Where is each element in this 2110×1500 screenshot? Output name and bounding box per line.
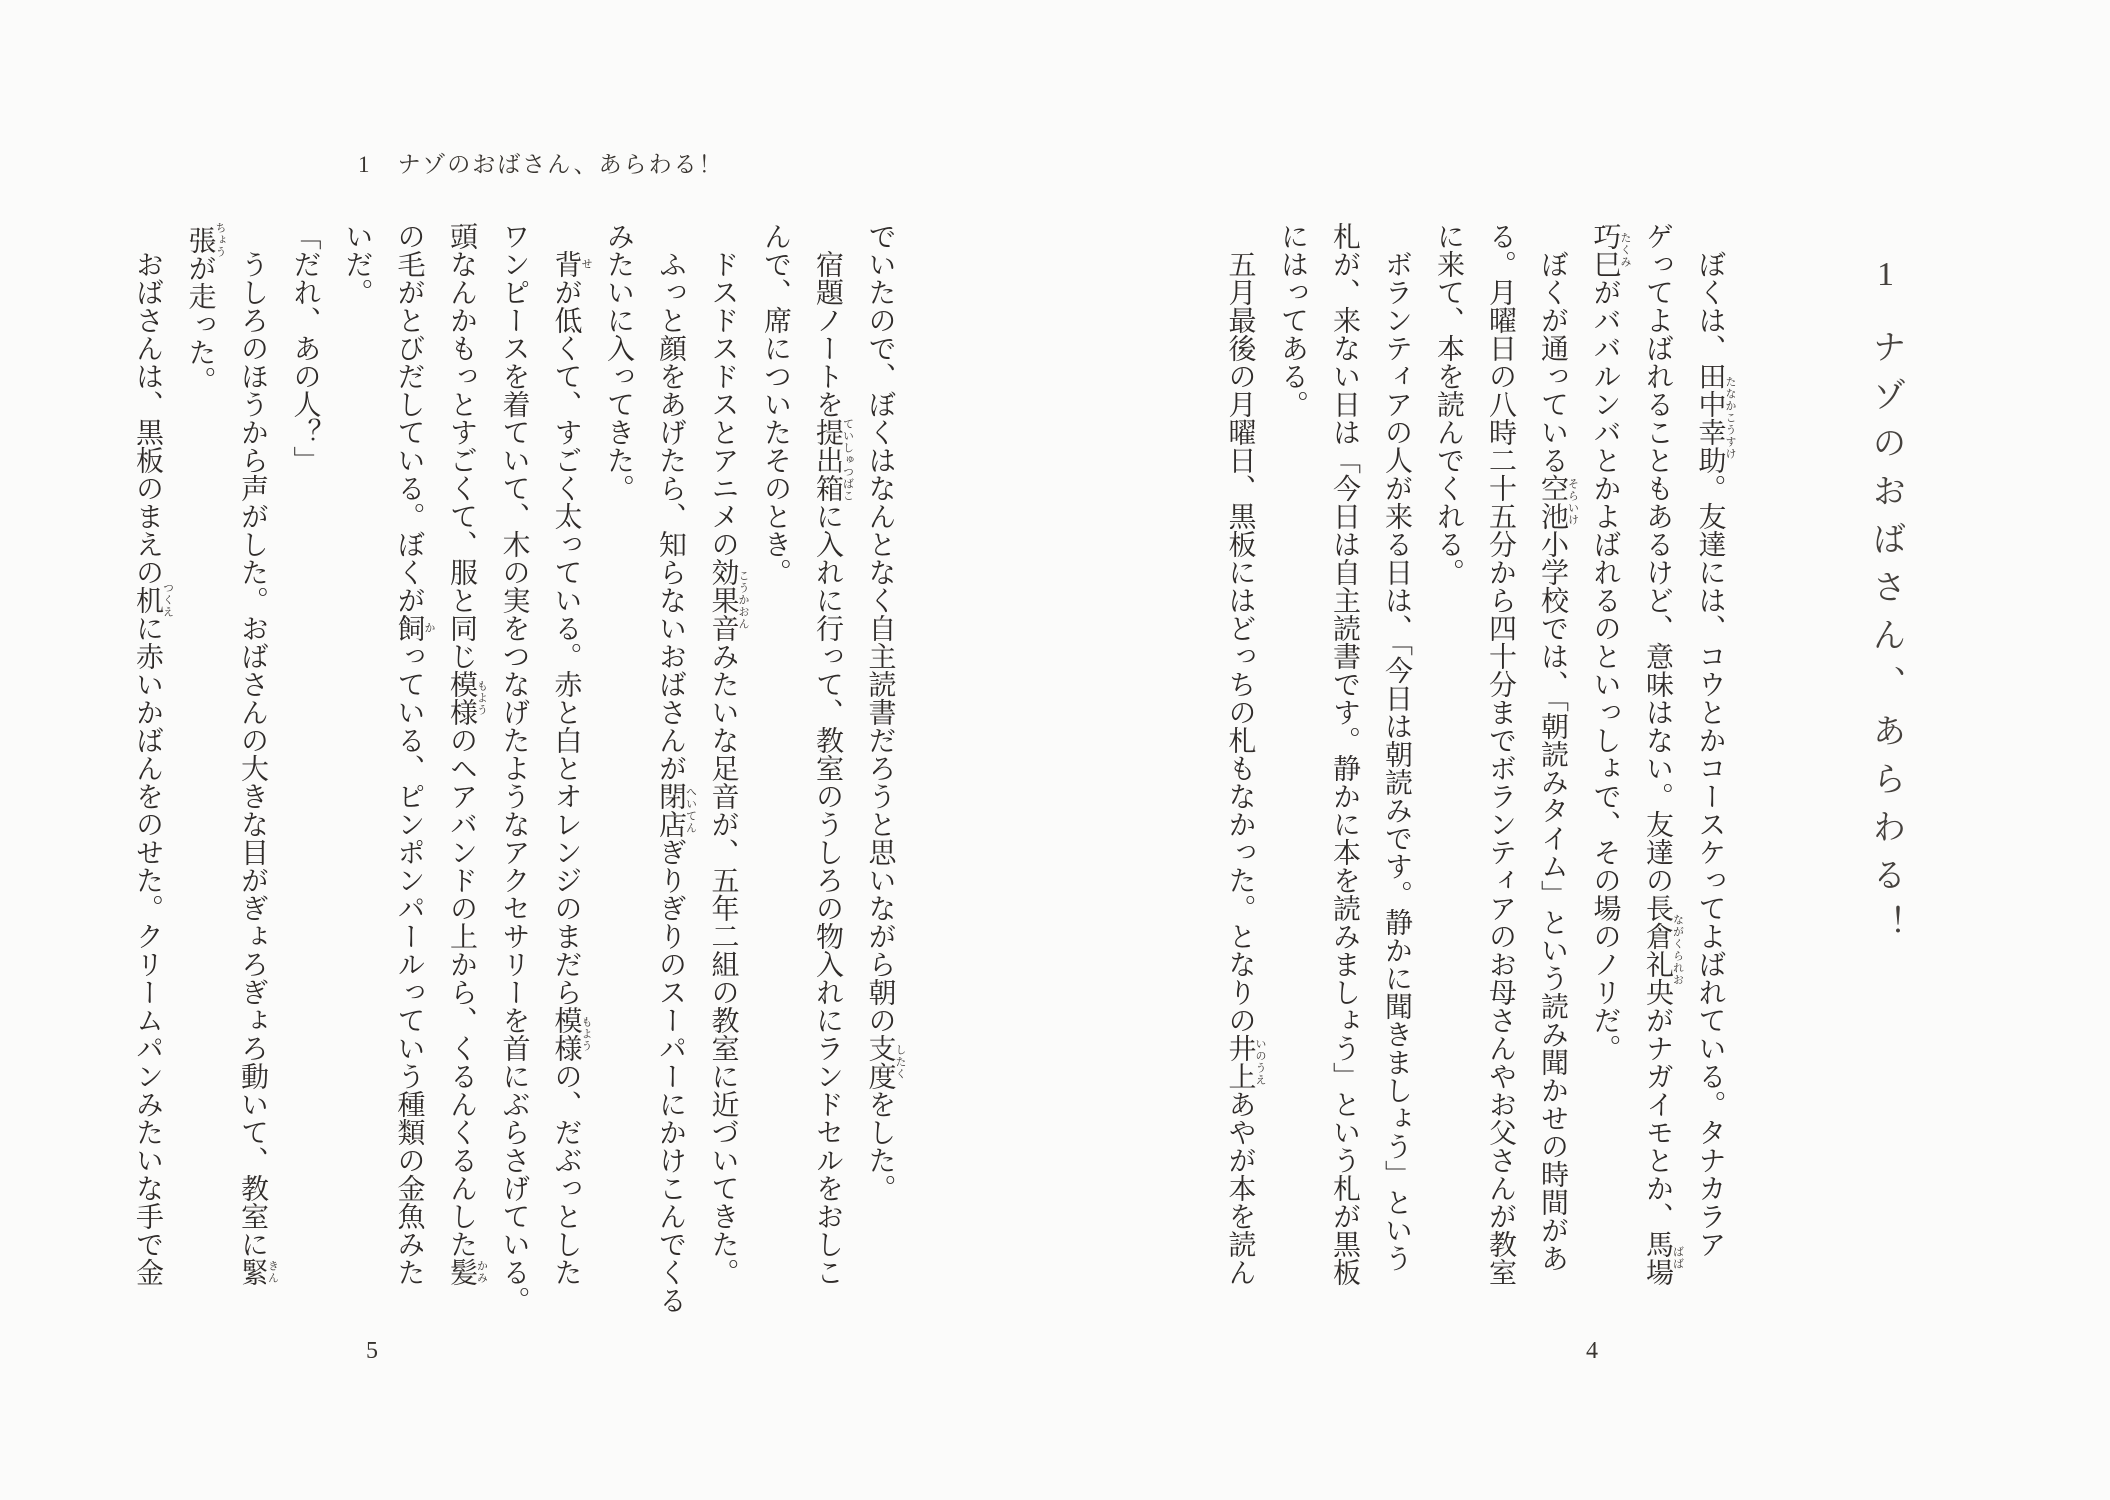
text-column: 札が、来ない日は「今日は自主読書です。静かに本を読みましょう」という札が黒板: [1329, 222, 1360, 1286]
text-column: いだ。: [341, 222, 373, 306]
text-column: 張ちょうが走った。: [184, 222, 226, 394]
text-column: みたいに入ってきた。: [603, 222, 634, 502]
text-column: ワンピースを着ていて、木の実をつなげたようなアクセサリーを首にぶらさげている。: [498, 222, 530, 1314]
running-header-title: ナゾのおばさん、あらわる！: [397, 152, 724, 177]
text-column: ドスドスドスとアニメの効果音こうかおんみたいな足音が、五年二組の教室に近づいてきた。: [707, 250, 749, 1286]
ruby-annotated-word: 髪かみ: [446, 1258, 488, 1286]
text-column: 宿題ノートを提出箱ていしゅつばこに入れに行って、教室のうしろの物入れにランドセルをおしこ: [812, 250, 854, 1286]
ruby-annotated-word: 田中幸助たなかこうすけ: [1694, 362, 1736, 474]
text-column: ふっと顔をあげたら、知らないおばさんが閉店へいてんぎりぎりのスーパーにかけこんでくる: [655, 250, 697, 1314]
ruby-annotated-word: 長倉礼央ながくられお: [1642, 894, 1684, 1006]
ruby-annotated-word: 支度したく: [864, 1034, 906, 1090]
right-page-text: [1214, 222, 1736, 1327]
text-column: うしろのほうから声がした。おばさんの大きな目がぎょろぎょろ動いて、教室に緊きん: [237, 250, 279, 1286]
text-column: 五月最後の月曜日、黒板にはどっちの札もなかった。となりの井上いのうえあやが本を読ん: [1224, 250, 1266, 1286]
text-column: ゲってよばれることもあるけど、意味はない。友達の長倉礼央ながくられおがナガイモとか、馬場ばば: [1642, 222, 1684, 1286]
text-column: ぼくが通っている空池そらいけ小学校では、「朝読みタイム」という読み聞かせの時間があ: [1537, 250, 1579, 1272]
ruby-annotated-word: 提出箱ていしゅつばこ: [812, 418, 854, 502]
ruby-annotated-word: 馬場ばば: [1642, 1230, 1684, 1286]
ruby-annotated-word: 空池そらいけ: [1537, 474, 1579, 530]
ruby-annotated-word: 机つくえ: [132, 582, 174, 618]
ruby-annotated-word: 緊きん: [237, 1258, 279, 1286]
ruby-annotated-word: 模様もよう: [446, 670, 488, 726]
text-column: にはってある。: [1277, 222, 1308, 418]
text-column: の毛がとびだしている。ぼくが飼かっている、ピンポンパールっていう種類の金魚みた: [393, 222, 435, 1286]
ruby-annotated-word: 張ちょう: [184, 222, 226, 258]
ruby-annotated-word: 閉店へいてん: [655, 782, 697, 838]
left-page-number: 5: [366, 1338, 378, 1364]
ruby-annotated-word: 巧巳たくみ: [1589, 222, 1631, 278]
text-column: でいたので、ぼくはなんとなく自主読書だろうと思いながら朝の支度したくをした。: [864, 222, 906, 1202]
chapter-title: [1838, 256, 1910, 1016]
text-column: 頭なんかもっとすごくて、服と同じ模様もようのヘアバンドの上から、くるんくるんした髪かみ: [446, 222, 488, 1286]
text-column: 背せが低くて、すごく太っている。赤と白とオレンジのまだら模様もようの、だぶっとした: [550, 250, 592, 1286]
left-page-text: [124, 222, 906, 1327]
text-column: おばさんは、黒板のまえの机つくえに赤いかばんをのせた。クリームパンみたいな手で金: [132, 250, 174, 1286]
text-column: 「だれ、あの人？」: [289, 222, 321, 474]
ruby-annotated-word: 背せ: [550, 250, 592, 278]
text-column: んで、席についたそのとき。: [760, 222, 791, 586]
ruby-annotated-word: 模様もよう: [550, 1006, 592, 1062]
text-column: ボランティアの人が来る日は、「今日は朝読みです。静かに聞きましょう」という: [1381, 250, 1412, 1272]
chapter-title-text: ナゾのおばさん、あらわる！: [1867, 329, 1904, 953]
ruby-annotated-word: 飼か: [393, 614, 435, 642]
ruby-annotated-word: 効果音こうかおん: [707, 558, 749, 642]
running-header: [358, 146, 724, 179]
text-column: に来て、本を読んでくれる。: [1433, 222, 1464, 586]
chapter-number: 1: [1867, 256, 1904, 307]
right-page-number: 4: [1586, 1338, 1598, 1364]
text-column: 巧巳たくみがババルンバとかよばれるのといっしょで、その場のノリだ。: [1589, 222, 1631, 1062]
text-column: ぼくは、田中幸助たなかこうすけ。友達には、コウとかコースケってよばれている。タナカラア: [1694, 250, 1736, 1258]
text-column: る。月曜日の八時二十五分から四十分までボランティアのお母さんやお父さんが教室: [1485, 222, 1516, 1286]
running-header-number: 1: [358, 152, 372, 177]
ruby-annotated-word: 井上いのうえ: [1224, 1034, 1266, 1090]
